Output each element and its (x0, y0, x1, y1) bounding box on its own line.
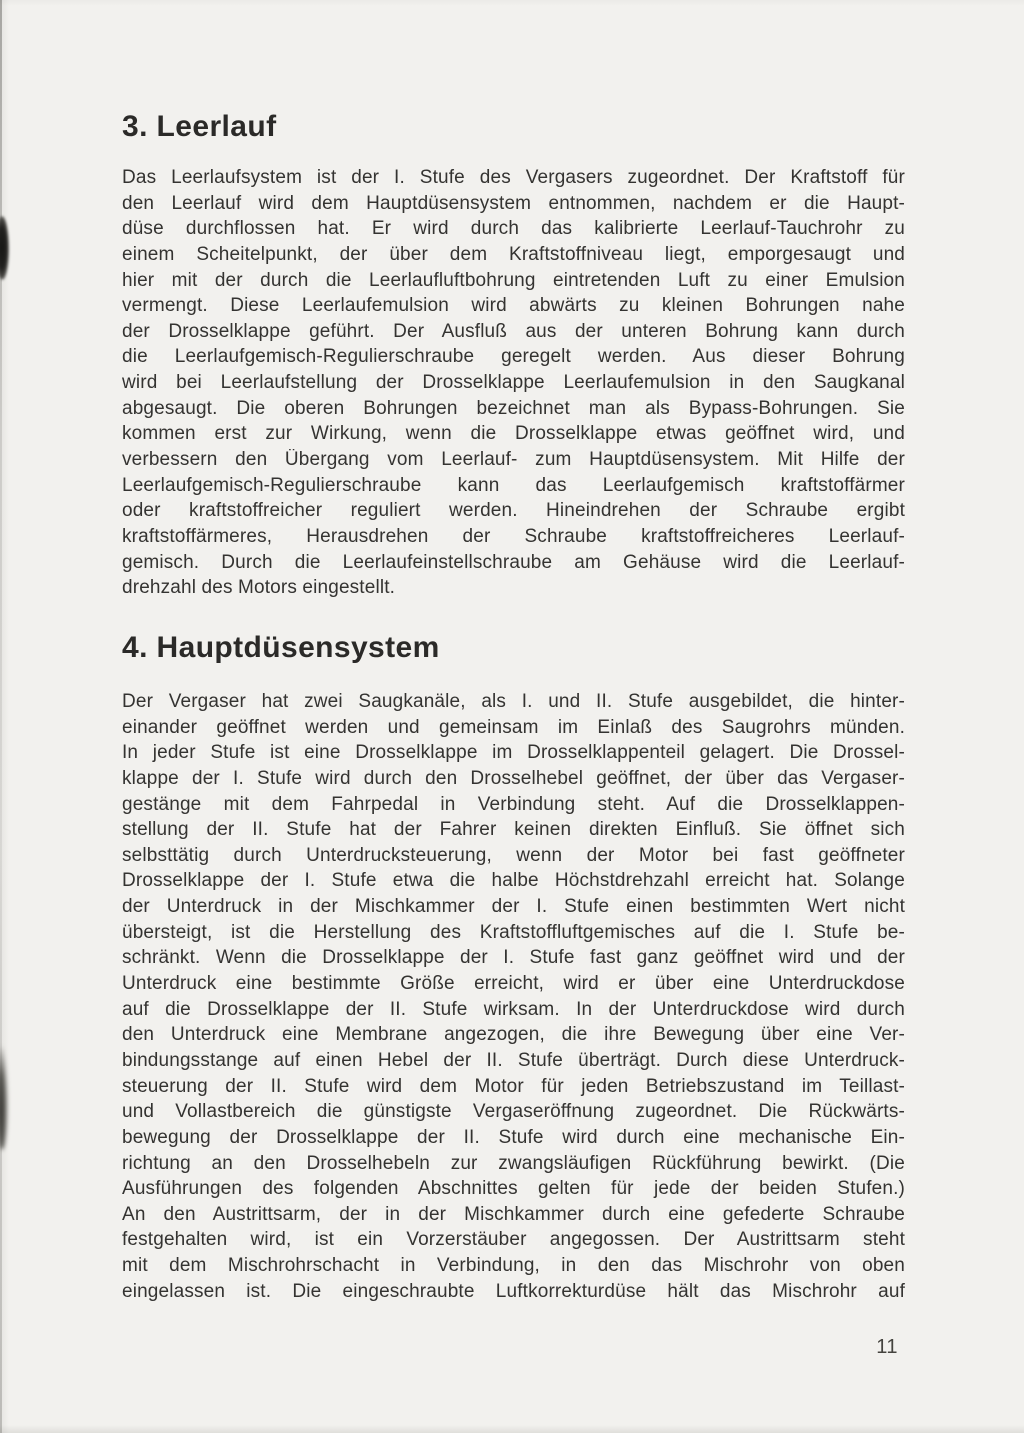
text-line: gestänge mit dem Fahrpedal in Verbindung steht. Auf die Drosselklappen- (122, 793, 905, 815)
text-line: steuerung der II. Stufe wird dem Motor für jeden Betriebszustand im Teillast- (122, 1075, 905, 1097)
paragraph-hauptduesensystem (122, 691, 905, 1306)
paragraph-leerlauf (122, 167, 905, 603)
text-line: einander geöffnet werden und gemeinsam im Einlaß des Saugrohrs münden. (122, 716, 905, 738)
text-line: übersteigt, ist die Herstellung des Kraftstoffluftgemisches auf die I. Stufe be- (122, 921, 905, 943)
page-number: 11 (876, 1336, 898, 1358)
text-line: In jeder Stufe ist eine Drosselklappe im Drosselklappenteil gelagert. Die Drossel- (122, 742, 905, 764)
text-line: der Unterdruck in der Mischkammer der I. Stufe einen bestimmten Wert nicht (122, 896, 905, 918)
text-line: kommen erst zur Wirkung, wenn die Drosselklappe etwas geöffnet wird, und (122, 423, 905, 445)
text-line: mit dem Mischrohrschacht in Verbindung, in den das Mischrohr von oben (122, 1255, 905, 1277)
text-line: kraftstoffärmeres, Herausdrehen der Schraube kraftstoffreicheres Leerlauf- (122, 525, 905, 547)
text-line: eingelassen ist. Die eingeschraubte Luftkorrekturdüse hält das Mischrohr auf (122, 1280, 905, 1302)
text-line: Unterdruck eine bestimmte Größe erreicht, wird er über eine Unterdruckdose (122, 973, 905, 995)
text-line: der Drosselklappe geführt. Der Ausfluß aus der unteren Bohrung kann durch (122, 320, 905, 342)
text-line: stellung der II. Stufe hat der Fahrer keinen direkten Einfluß. Sie öffnet sich (122, 819, 905, 841)
text-line: schränkt. Wenn die Drosselklappe der I. Stufe fast ganz geöffnet wird und der (122, 947, 905, 969)
section-heading-hauptduesensystem: 4. Hauptdüsensystem (122, 631, 440, 664)
text-line: Ausführungen des folgenden Abschnittes gelten für jede der beiden Stufen.) (122, 1178, 905, 1200)
text-line: festgehalten wird, ist ein Vorzerstäuber angegossen. Der Austrittsarm steht (122, 1229, 905, 1251)
text-line: drehzahl des Motors eingestellt. (122, 577, 396, 599)
text-line: einem Scheitelpunkt, der über dem Kraftstoffniveau liegt, emporgesaugt und (122, 243, 905, 265)
text-line: selbsttätig durch Unterdrucksteuerung, wenn der Motor bei fast geöffneter (122, 844, 905, 866)
text-line: Das Leerlaufsystem ist der I. Stufe des Vergasers zugeordnet. Der Kraftstoff für (122, 167, 905, 188)
text-line: den Leerlauf wird dem Hauptdüsensystem entnommen, nachdem er die Haupt- (122, 192, 905, 214)
ink-smudge (0, 1046, 8, 1150)
text-line: Leerlaufgemisch-Regulierschraube kann das Leerlaufgemisch kraftstoffärmer (122, 474, 905, 496)
text-line: düse durchflossen hat. Er wird durch das kalibrierte Leerlauf-Tauchrohr zu (122, 218, 905, 240)
text-line: bindungsstange auf einen Hebel der II. Stufe überträgt. Durch diese Unterdruck- (122, 1049, 905, 1071)
text-line: und Vollastbereich die günstigste Vergaseröffnung zugeordnet. Die Rückwärts- (122, 1101, 905, 1123)
text-line: klappe der I. Stufe wird durch den Drosselhebel geöffnet, der über das Vergaser- (122, 767, 905, 789)
text-line: An den Austrittsarm, der in der Mischkammer durch eine gefederte Schraube (122, 1203, 905, 1225)
text-line: Drosselklappe der I. Stufe etwa die halbe Höchstdrehzahl erreicht hat. Solange (122, 870, 905, 892)
section-heading-leerlauf: 3. Leerlauf (122, 110, 277, 143)
text-line: oder kraftstoffreicher reguliert werden. Hineindrehen der Schraube ergibt (122, 500, 905, 522)
text-line: bewegung der Drosselklappe der II. Stufe wird durch eine mechanische Ein- (122, 1126, 905, 1148)
text-line: gemisch. Durch die Leerlaufeinstellschraube am Gehäuse wird die Leerlauf- (122, 551, 905, 573)
text-line: Der Vergaser hat zwei Saugkanäle, als I. und II. Stufe ausgebildet, die hinter- (122, 691, 905, 712)
text-line: auf die Drosselklappe der II. Stufe wirksam. In der Unterdruckdose wird durch (122, 998, 905, 1020)
text-line: den Unterdruck eine Membrane angezogen, die ihre Bewegung über eine Ver- (122, 1024, 905, 1046)
text-line: die Leerlaufgemisch-Regulierschraube geregelt werden. Aus dieser Bohrung (122, 346, 905, 368)
text-line: wird bei Leerlaufstellung der Drosselklappe Leerlaufemulsion in den Saugkanal (122, 372, 905, 394)
text-line: abgesaugt. Die oberen Bohrungen bezeichnet man als Bypass-Bohrungen. Sie (122, 397, 905, 419)
ink-smudge (0, 216, 9, 280)
scan-edge-shadow (0, 0, 2, 1433)
text-line: hier mit der durch die Leerlaufluftbohrung eintretenden Luft zu einer Emulsion (122, 269, 905, 291)
text-line: vermengt. Diese Leerlaufemulsion wird abwärts zu kleinen Bohrungen nahe (122, 295, 905, 317)
text-line: richtung an den Drosselhebeln zur zwangsläufigen Rückführung bewirkt. (Die (122, 1152, 905, 1174)
text-line: verbessern den Übergang vom Leerlauf- zum Hauptdüsensystem. Mit Hilfe der (122, 449, 905, 471)
